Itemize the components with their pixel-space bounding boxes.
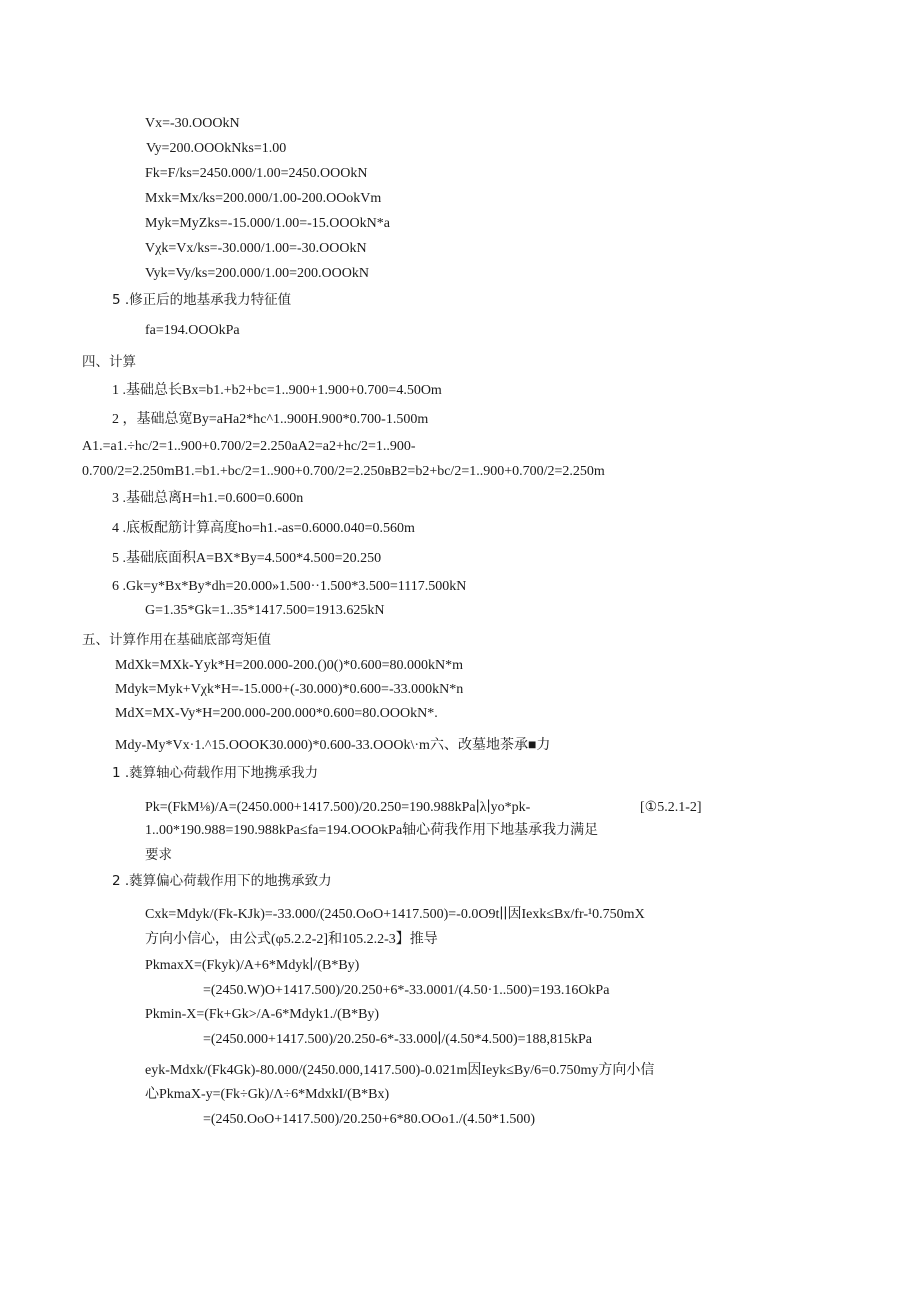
text-line: Fk=F/ks=2450.000/1.00=2450.OOOkN [145, 166, 368, 181]
text-line: A1.=a1.÷hc/2=1..900+0.700/2=2.250aA2=a2+hc/2=1..900- [82, 439, 416, 454]
text-line: Cxk=Mdyk/(Fk-KJk)=-33.000/(2450.OoO+1417.500)=-0.0O9t∣∣因Iexk≤Bx/fr-¹0.750mX [145, 907, 645, 922]
text-line: 5 .基础底面积A=BX*By=4.500*4.500=20.250 [112, 551, 382, 566]
text-line: Mxk=Mx/ks=200.000/1.00-200.OOokVm [145, 191, 382, 206]
text-line: 方向小信心，由公式(φ5.2.2-2]和105.2.2-3】推导 [145, 932, 438, 947]
text-line: 2 ，基础总宽By=aHa2*hc^1..900H.900*0.700-1.500m [112, 412, 429, 427]
text-line: Pk=(FkM⅛)/A=(2450.000+1417.500)/20.250=190.988kPa∣λ∣yo*pk- [145, 800, 531, 815]
text-line: 1..00*190.988=190.988kPa≤fa=194.OOOkPa轴心荷我作用下地基承我力满足 [145, 823, 599, 838]
section-heading: 五、计算作用在基础底部弯矩值 [82, 632, 271, 648]
section-heading: 2 .蕤算偏心荷载作用下的地携承致力 [112, 873, 332, 889]
text-line: 心PkmaX-y=(Fk÷Gk)/Λ÷6*MdxkI/(B*Bx) [145, 1087, 390, 1102]
text-line: Vx=-30.OOOkN [145, 116, 240, 131]
text-line: Vχk=Vx/ks=-30.000/1.00=-30.OOOkN [145, 241, 367, 256]
text-line: PkmaxX=(Fkyk)/A+6*Mdyk∣/(B*By) [145, 958, 360, 973]
text-line: =(2450.OoO+1417.500)/20.250+6*80.OOo1./(4.50*1.500) [203, 1112, 536, 1127]
text-line: fa=194.OOOkPa [145, 323, 240, 338]
text-line: =(2450.W)O+1417.500)/20.250+6*-33.0001/(4.50·1..500)=193.16OkPa [203, 983, 610, 998]
text-line: Pkmin-X=(Fk+Gk>/A-6*Mdyk1./(B*By) [145, 1007, 380, 1022]
text-line: MdX=MX-Vy*H=200.000-200.000*0.600=80.OOOkN*. [115, 706, 438, 721]
text-line: 4 .底板配筋计算高度ho=h1.-as=0.6000.040=0.560m [112, 521, 415, 536]
text-line: 1 .基础总长Bx=b1.+b2+bc=1..900+1.900+0.700=4.50Om [112, 383, 442, 398]
text-line: Mdyk=Myk+Vχk*H=-15.000+(-30.000)*0.600=-33.000kN*n [115, 682, 464, 697]
text-line: Vyk=Vy/ks=200.000/1.00=200.OOOkN [145, 266, 369, 281]
text-line: 3 .基础总离H=h1.=0.600=0.600n [112, 491, 304, 506]
section-heading: 5 .修正后的地基承我力特征值 [112, 292, 292, 308]
text-line: 要求 [145, 847, 172, 863]
section-heading: 1 .蕤算轴心荷载作用下地携承我力 [112, 765, 319, 781]
reference-note: [①5.2.1-2] [640, 800, 702, 815]
text-line: MdXk=MXk-Yyk*H=200.000-200.()0()*0.600=80.000kN*m [115, 658, 463, 673]
text-line: Myk=MyZks=-15.000/1.00=-15.OOOkN*a [145, 216, 390, 231]
text-line: G=1.35*Gk=1..35*1417.500=1913.625kN [145, 603, 385, 618]
text-line: 0.700/2=2.250mB1.=b1.+bc/2=1..900+0.700/2=2.250вB2=b2+bc/2=1..900+0.700/2=2.250m [82, 464, 605, 479]
section-heading: 四、计算 [82, 354, 136, 370]
text-line: =(2450.000+1417.500)/20.250-6*-33.000∣/(4.50*4.500)=188,815kPa [203, 1032, 593, 1047]
text-line: 6 .Gk=y*Bx*By*dh=20.000»1.500··1.500*3.500=1117.500kN [112, 579, 467, 594]
text-line: eyk-Mdxk/(Fk4Gk)-80.000/(2450.000,1417.500)-0.021m因Ieyk≤By/6=0.750my方向小信 [145, 1063, 655, 1078]
text-line: Vy=200.OOOkNks=1.00 [146, 141, 287, 156]
text-line: Mdy-My*Vx·1.^15.OOOK30.000)*0.600-33.OOOk\·m六、改墓地茶承■力 [115, 738, 551, 753]
